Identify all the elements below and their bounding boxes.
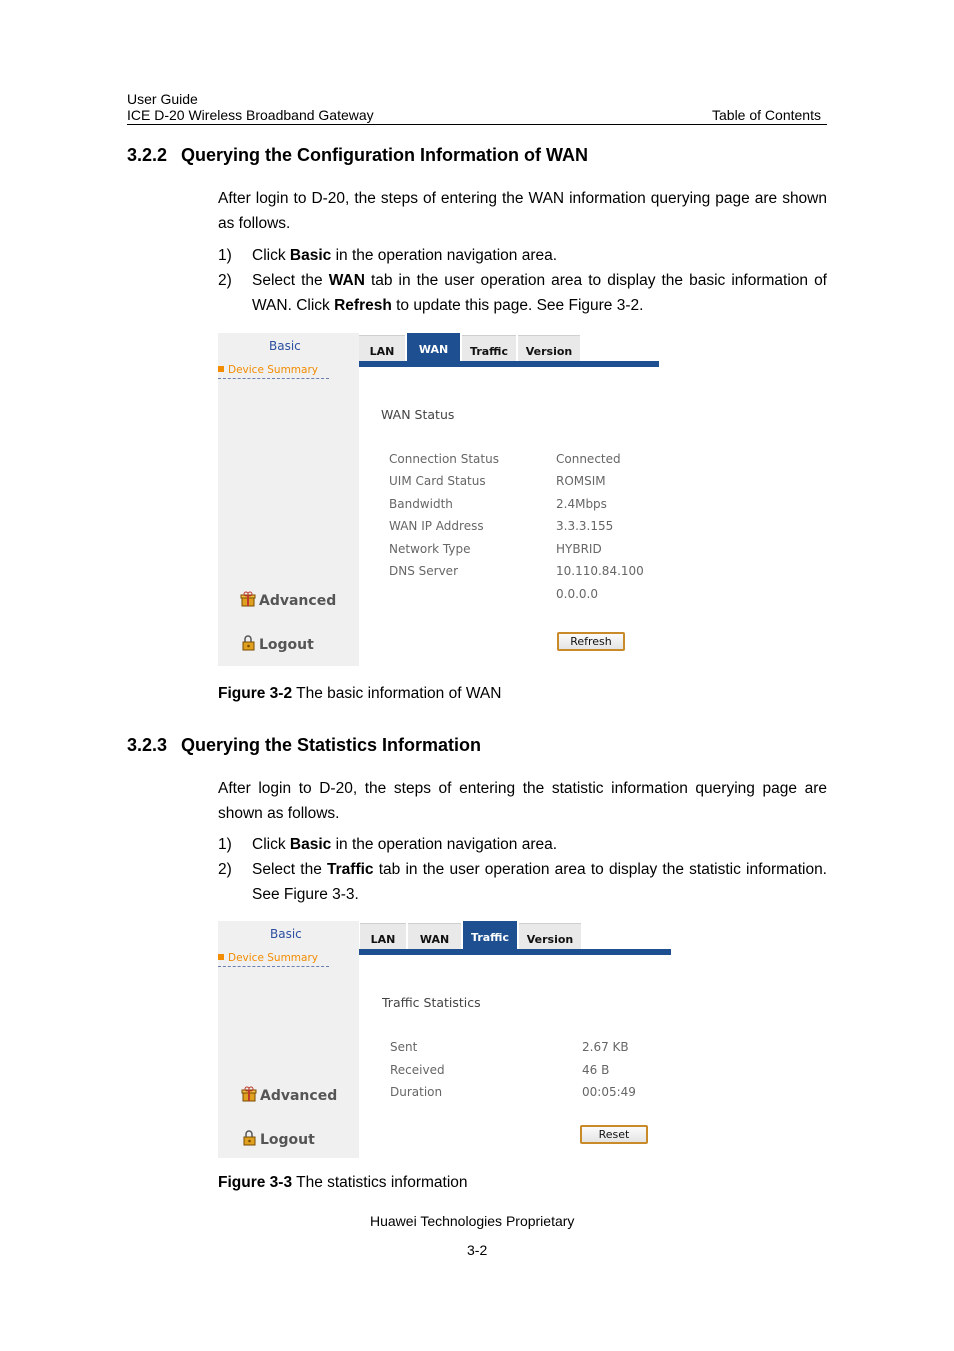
header-rule <box>127 124 827 125</box>
tab-traffic[interactable]: Traffic <box>462 335 516 361</box>
nav-logout-link[interactable]: Logout <box>240 635 314 653</box>
row-value: 0.0.0.0 <box>556 587 598 601</box>
wan-status-title: WAN Status <box>381 407 455 422</box>
traffic-content <box>359 955 671 1158</box>
row-value: 10.110.84.100 <box>556 564 644 578</box>
nav-advanced-link[interactable]: Advanced <box>240 591 336 609</box>
row-value: 46 B <box>582 1063 610 1077</box>
logout-icon <box>240 635 256 651</box>
row-value: 3.3.3.155 <box>556 519 614 533</box>
section-intro-wan: After login to D-20, the steps of entering the WAN information querying page are shown as follows. <box>218 190 827 232</box>
row-value: Connected <box>556 452 621 466</box>
row-label: Duration <box>390 1085 443 1099</box>
nav-basic-link[interactable]: Basic <box>269 339 301 353</box>
tab-wan[interactable]: WAN <box>407 333 460 361</box>
row-label: DNS Server <box>389 564 458 578</box>
row-value: ROMSIM <box>556 474 606 488</box>
nav-device-summary[interactable]: Device Summary <box>218 364 329 379</box>
step-2-statistics: 2) Select the Traffic tab in the user operation area to display the statistic information. See Figure 3-3. <box>218 861 827 903</box>
section-intro-statistics: After login to D-20, the steps of entering the statistic information querying page are shown as follows. <box>218 780 827 822</box>
step-2-wan: 2) Select the WAN tab in the user operation area to display the basic information of WAN. Click Refresh to update this page. See Figure 3-2. <box>218 272 827 314</box>
nav-device-summary[interactable]: Device Summary <box>218 952 329 967</box>
refresh-button[interactable]: Refresh <box>557 632 625 651</box>
tab-traffic[interactable]: Traffic <box>463 921 517 949</box>
tab-version[interactable]: Version <box>519 923 581 949</box>
header-section: Table of Contents <box>712 107 821 123</box>
nav-basic-link[interactable]: Basic <box>270 927 302 941</box>
nav-panel <box>218 333 359 666</box>
row-label: Received <box>390 1063 445 1077</box>
row-value: 2.4Mbps <box>556 497 607 511</box>
header-guide: User Guide <box>127 91 198 107</box>
bullet-icon <box>218 954 224 960</box>
section-heading-wan: 3.2.2 Querying the Configuration Information of WAN <box>127 145 588 165</box>
footer-company: Huawei Technologies Proprietary <box>370 1213 575 1229</box>
tab-wan[interactable]: WAN <box>408 923 461 949</box>
row-label: Bandwidth <box>389 497 453 511</box>
tab-version[interactable]: Version <box>518 335 580 361</box>
header-product: ICE D-20 Wireless Broadband Gateway <box>127 107 374 123</box>
row-label: WAN IP Address <box>389 519 484 533</box>
wan-content <box>359 367 659 666</box>
figure-traffic-statistics <box>218 921 671 1158</box>
row-label: Sent <box>390 1040 418 1054</box>
tab-lan[interactable]: LAN <box>359 335 405 361</box>
logout-icon <box>241 1130 257 1146</box>
nav-panel <box>218 921 359 1158</box>
step-1-statistics: 1) Click Basic in the operation navigation area. <box>218 836 558 853</box>
row-label: Network Type <box>389 542 471 556</box>
section-heading-statistics: 3.2.3 Querying the Statistics Information <box>127 735 482 755</box>
gift-icon <box>241 1086 257 1102</box>
nav-advanced-link[interactable]: Advanced <box>241 1086 337 1104</box>
nav-logout-link[interactable]: Logout <box>241 1130 315 1148</box>
figure-caption-statistics: Figure 3-3 The statistics information <box>218 1174 468 1191</box>
row-label: Connection Status <box>389 452 499 466</box>
step-1-wan: 1) Click Basic in the operation navigation area. <box>218 247 558 264</box>
footer-page-number: 3-2 <box>467 1242 488 1258</box>
row-value: HYBRID <box>556 542 602 556</box>
figure-wan-status <box>218 333 659 666</box>
gift-icon <box>240 591 256 607</box>
reset-button[interactable]: Reset <box>580 1125 648 1144</box>
tab-lan[interactable]: LAN <box>360 923 406 949</box>
row-value: 2.67 KB <box>582 1040 629 1054</box>
bullet-icon <box>218 366 224 372</box>
traffic-statistics-title: Traffic Statistics <box>382 995 481 1010</box>
row-value: 00:05:49 <box>582 1085 636 1099</box>
row-label: UIM Card Status <box>389 474 486 488</box>
figure-caption-wan: Figure 3-2 The basic information of WAN <box>218 685 502 702</box>
